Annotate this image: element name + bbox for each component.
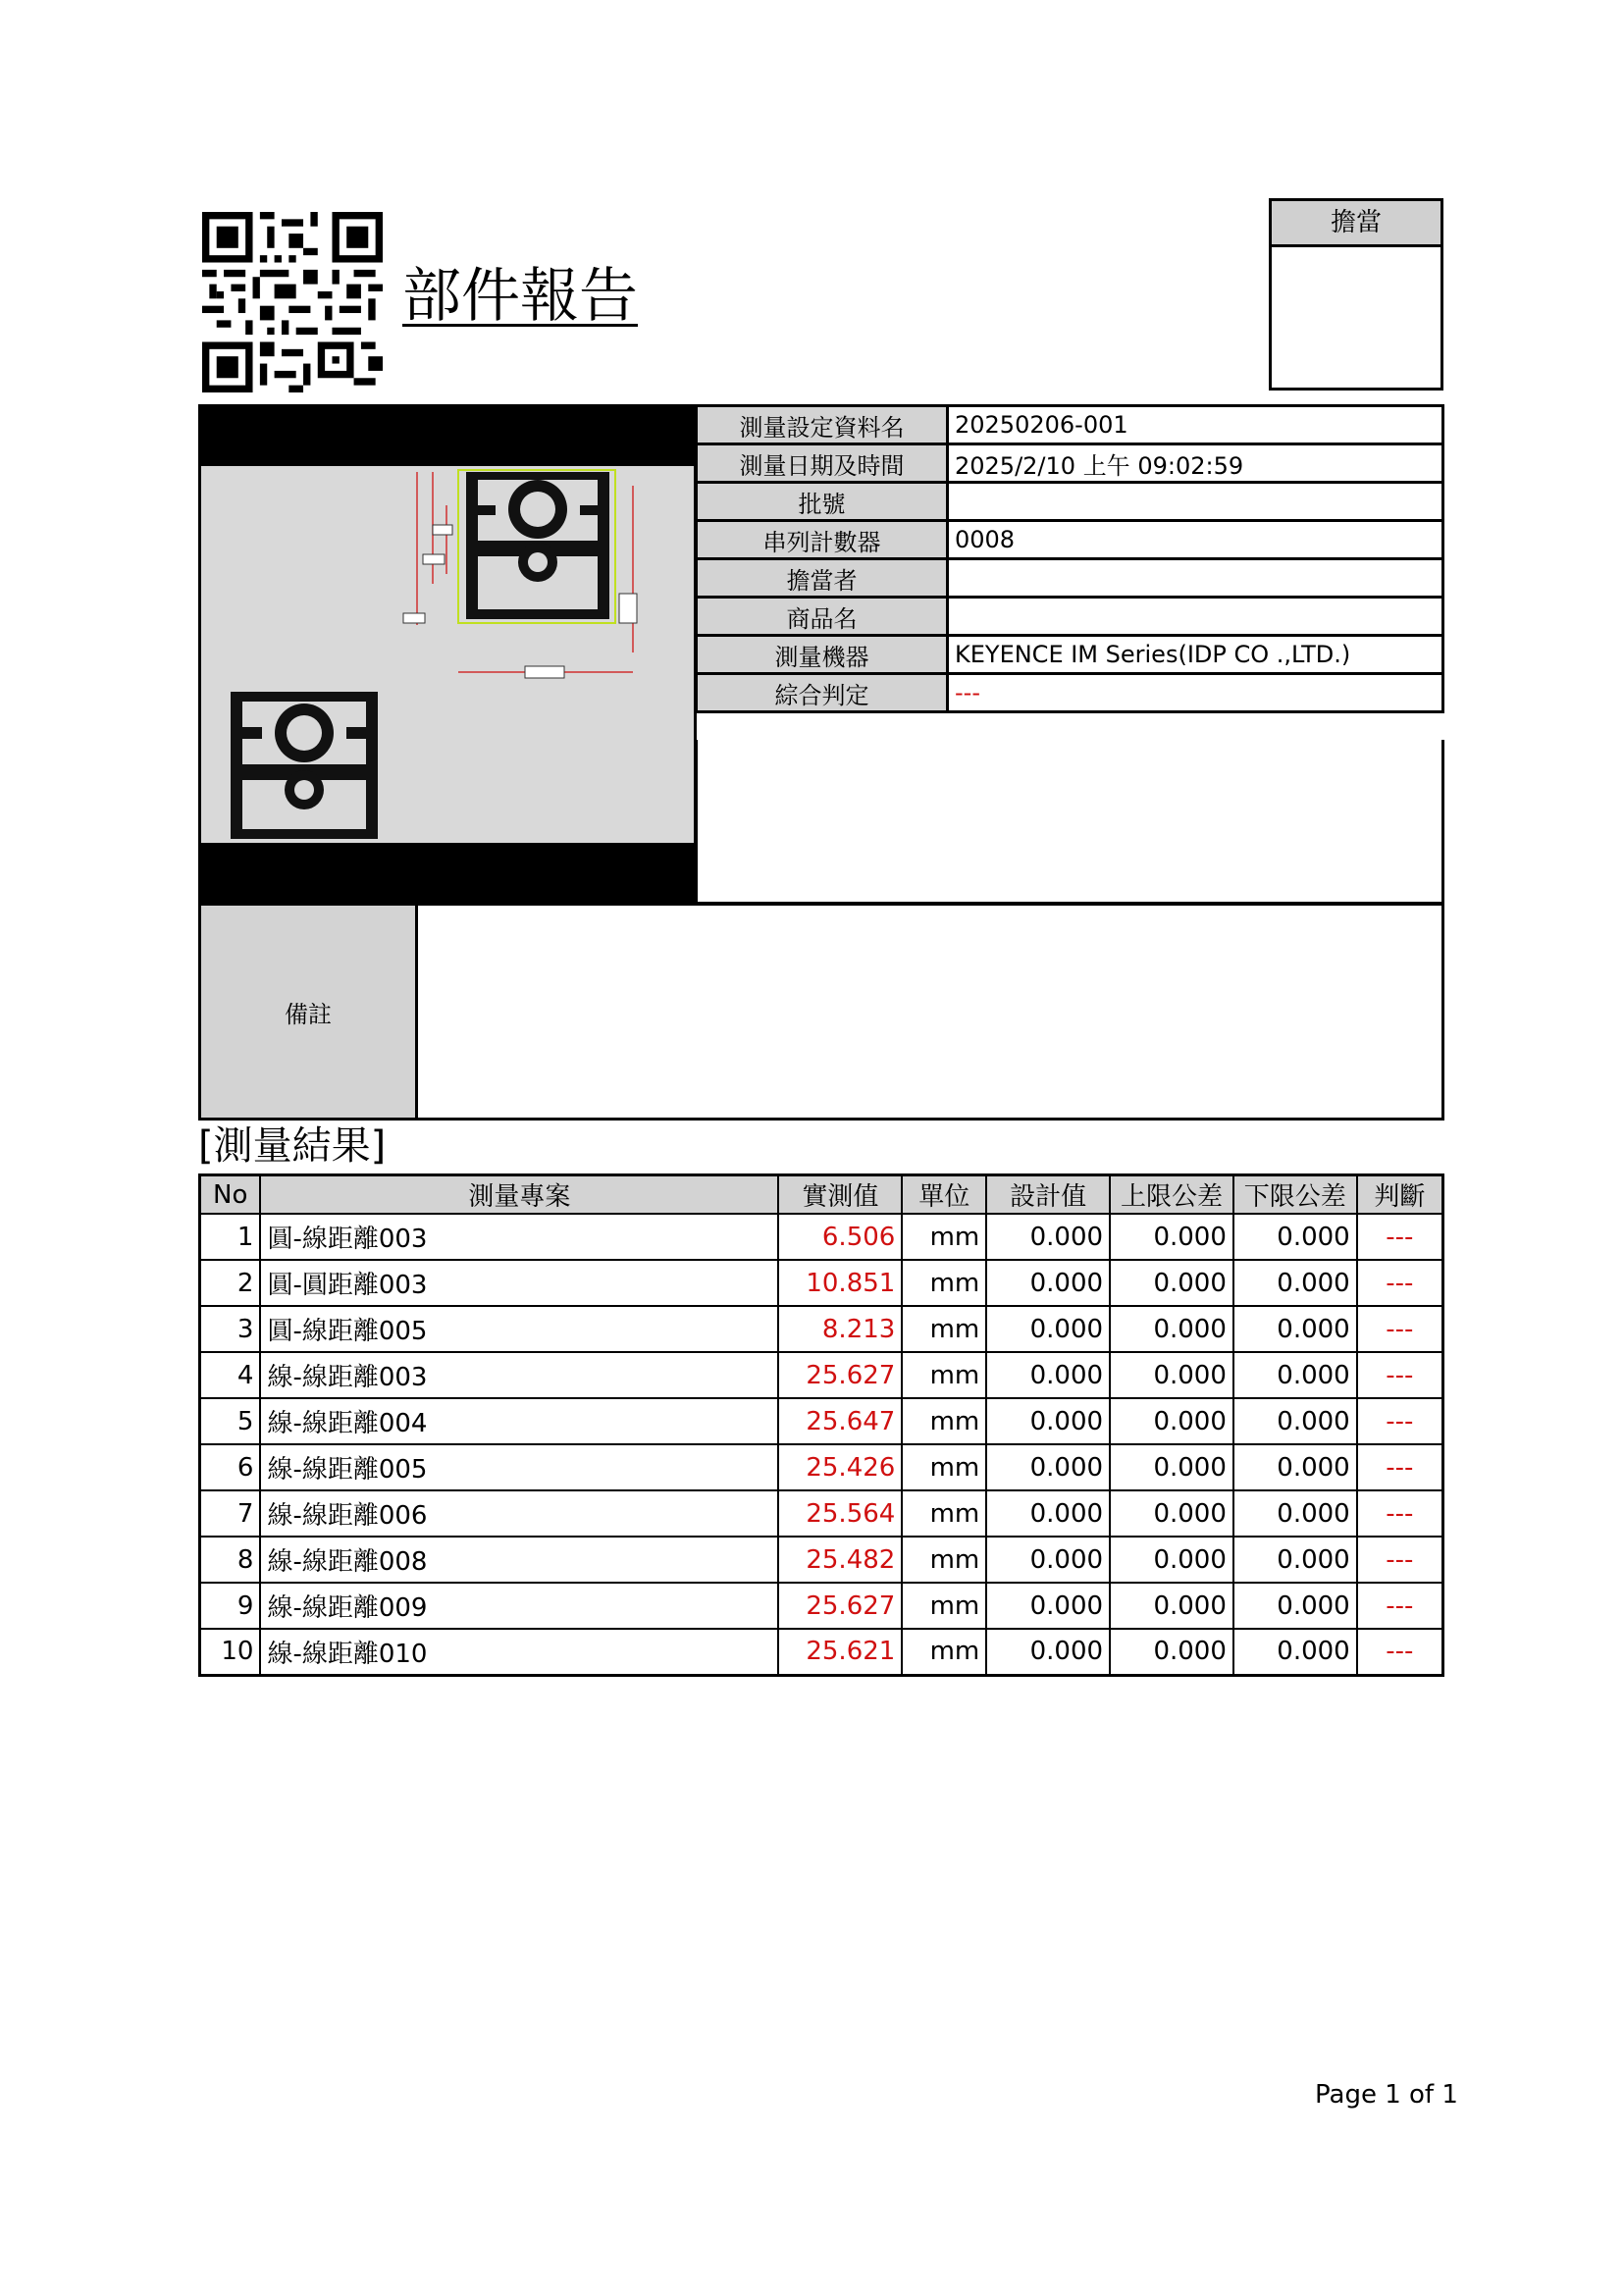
cell-upper: 0.000	[1110, 1352, 1233, 1398]
table-row	[200, 1214, 1443, 1260]
cell-measured: 25.426	[778, 1444, 902, 1490]
cell-item: 線-線距離004	[260, 1398, 778, 1444]
results-header-cell: 單位	[902, 1175, 986, 1215]
cell-unit: mm	[902, 1306, 986, 1352]
cell-lower: 0.000	[1233, 1537, 1357, 1583]
cell-unit: mm	[902, 1214, 986, 1260]
cell-judge: ---	[1357, 1537, 1443, 1583]
cell-measured: 10.851	[778, 1260, 902, 1306]
cell-item: 線-線距離010	[260, 1629, 778, 1675]
cell-judge: ---	[1357, 1444, 1443, 1490]
info-row	[697, 406, 1443, 444]
cell-design: 0.000	[986, 1214, 1110, 1260]
cell-lower: 0.000	[1233, 1490, 1357, 1537]
cell-lower: 0.000	[1233, 1398, 1357, 1444]
cell-measured: 25.482	[778, 1537, 902, 1583]
cell-design: 0.000	[986, 1352, 1110, 1398]
qr-code-icon	[202, 212, 383, 392]
table-row	[200, 1490, 1443, 1537]
cell-upper: 0.000	[1110, 1398, 1233, 1444]
table-row	[200, 1398, 1443, 1444]
info-key: 擔當者	[697, 559, 948, 598]
table-row	[200, 1306, 1443, 1352]
page-number: Page 1 of 1	[1315, 2080, 1458, 2110]
cell-no: 9	[200, 1583, 261, 1629]
info-value	[948, 483, 1443, 521]
cell-item: 線-線距離009	[260, 1583, 778, 1629]
cell-unit: mm	[902, 1444, 986, 1490]
info-row	[697, 483, 1443, 521]
approval-box	[1269, 198, 1443, 391]
cell-judge: ---	[1357, 1490, 1443, 1537]
cell-upper: 0.000	[1110, 1306, 1233, 1352]
cell-item: 圓-圓距離003	[260, 1260, 778, 1306]
info-key: 綜合判定	[697, 674, 948, 712]
cell-design: 0.000	[986, 1444, 1110, 1490]
info-table	[695, 404, 1444, 713]
cell-design: 0.000	[986, 1306, 1110, 1352]
cell-design: 0.000	[986, 1583, 1110, 1629]
cell-design: 0.000	[986, 1260, 1110, 1306]
cell-no: 2	[200, 1260, 261, 1306]
report-title: 部件報告	[402, 262, 638, 331]
info-row	[697, 521, 1443, 559]
table-row	[200, 1260, 1443, 1306]
cell-no: 6	[200, 1444, 261, 1490]
results-section-title: [測量結果]	[198, 1123, 387, 1169]
info-value	[948, 559, 1443, 598]
cell-measured: 6.506	[778, 1214, 902, 1260]
cell-no: 5	[200, 1398, 261, 1444]
info-value: 20250206-001	[948, 406, 1443, 444]
info-value: KEYENCE IM Series(IDP CO .,LTD.)	[948, 636, 1443, 674]
measurement-photo	[201, 466, 694, 843]
info-row	[697, 444, 1443, 483]
results-header-cell: 判斷	[1357, 1175, 1443, 1215]
info-key: 批號	[697, 483, 948, 521]
info-row	[697, 636, 1443, 674]
cell-design: 0.000	[986, 1490, 1110, 1537]
cell-item: 圓-線距離005	[260, 1306, 778, 1352]
table-row	[200, 1583, 1443, 1629]
info-key: 商品名	[697, 598, 948, 636]
cell-upper: 0.000	[1110, 1629, 1233, 1675]
table-row	[200, 1629, 1443, 1675]
info-value: 0008	[948, 521, 1443, 559]
info-key: 測量設定資料名	[697, 406, 948, 444]
cell-lower: 0.000	[1233, 1214, 1357, 1260]
cell-item: 線-線距離003	[260, 1352, 778, 1398]
measurement-image	[198, 404, 697, 905]
cell-lower: 0.000	[1233, 1583, 1357, 1629]
approval-box-label: 擔當	[1272, 201, 1441, 247]
results-header-cell: 上限公差	[1110, 1175, 1233, 1215]
cell-unit: mm	[902, 1352, 986, 1398]
cell-upper: 0.000	[1110, 1583, 1233, 1629]
remarks-label: 備註	[198, 903, 418, 1121]
cell-item: 線-線距離005	[260, 1444, 778, 1490]
cell-judge: ---	[1357, 1398, 1443, 1444]
results-header-cell: 實測值	[778, 1175, 902, 1215]
cell-unit: mm	[902, 1490, 986, 1537]
info-key: 測量日期及時間	[697, 444, 948, 483]
cell-unit: mm	[902, 1260, 986, 1306]
cell-design: 0.000	[986, 1537, 1110, 1583]
cell-lower: 0.000	[1233, 1629, 1357, 1675]
cell-design: 0.000	[986, 1398, 1110, 1444]
cell-judge: ---	[1357, 1214, 1443, 1260]
table-row	[200, 1444, 1443, 1490]
cell-lower: 0.000	[1233, 1444, 1357, 1490]
cell-no: 1	[200, 1214, 261, 1260]
info-value: ---	[948, 674, 1443, 712]
cell-no: 8	[200, 1537, 261, 1583]
cell-measured: 25.627	[778, 1583, 902, 1629]
cell-judge: ---	[1357, 1583, 1443, 1629]
info-row	[697, 559, 1443, 598]
cell-upper: 0.000	[1110, 1444, 1233, 1490]
cell-measured: 25.564	[778, 1490, 902, 1537]
info-blank-area	[695, 740, 1444, 905]
cell-lower: 0.000	[1233, 1260, 1357, 1306]
results-table	[198, 1173, 1444, 1677]
cell-lower: 0.000	[1233, 1306, 1357, 1352]
cell-measured: 25.621	[778, 1629, 902, 1675]
results-header-cell: 設計值	[986, 1175, 1110, 1215]
info-row	[697, 674, 1443, 712]
info-value: 2025/2/10 上午 09:02:59	[948, 444, 1443, 483]
cell-unit: mm	[902, 1583, 986, 1629]
cell-item: 線-線距離006	[260, 1490, 778, 1537]
cell-unit: mm	[902, 1398, 986, 1444]
cell-item: 線-線距離008	[260, 1537, 778, 1583]
cell-lower: 0.000	[1233, 1352, 1357, 1398]
cell-judge: ---	[1357, 1352, 1443, 1398]
cell-upper: 0.000	[1110, 1490, 1233, 1537]
cell-judge: ---	[1357, 1306, 1443, 1352]
cell-upper: 0.000	[1110, 1260, 1233, 1306]
table-row	[200, 1537, 1443, 1583]
remarks-body	[416, 903, 1444, 1121]
cell-judge: ---	[1357, 1629, 1443, 1675]
results-header-cell: No	[200, 1175, 261, 1215]
info-value	[948, 598, 1443, 636]
table-row	[200, 1352, 1443, 1398]
cell-upper: 0.000	[1110, 1537, 1233, 1583]
cell-no: 10	[200, 1629, 261, 1675]
cell-measured: 25.627	[778, 1352, 902, 1398]
info-key: 測量機器	[697, 636, 948, 674]
results-header-cell: 下限公差	[1233, 1175, 1357, 1215]
cell-item: 圓-線距離003	[260, 1214, 778, 1260]
cell-unit: mm	[902, 1537, 986, 1583]
results-header-cell: 測量專案	[260, 1175, 778, 1215]
cell-no: 7	[200, 1490, 261, 1537]
cell-measured: 8.213	[778, 1306, 902, 1352]
info-key: 串列計數器	[697, 521, 948, 559]
cell-measured: 25.647	[778, 1398, 902, 1444]
cell-judge: ---	[1357, 1260, 1443, 1306]
cell-no: 4	[200, 1352, 261, 1398]
cell-upper: 0.000	[1110, 1214, 1233, 1260]
cell-design: 0.000	[986, 1629, 1110, 1675]
cell-no: 3	[200, 1306, 261, 1352]
cell-unit: mm	[902, 1629, 986, 1675]
info-row	[697, 598, 1443, 636]
